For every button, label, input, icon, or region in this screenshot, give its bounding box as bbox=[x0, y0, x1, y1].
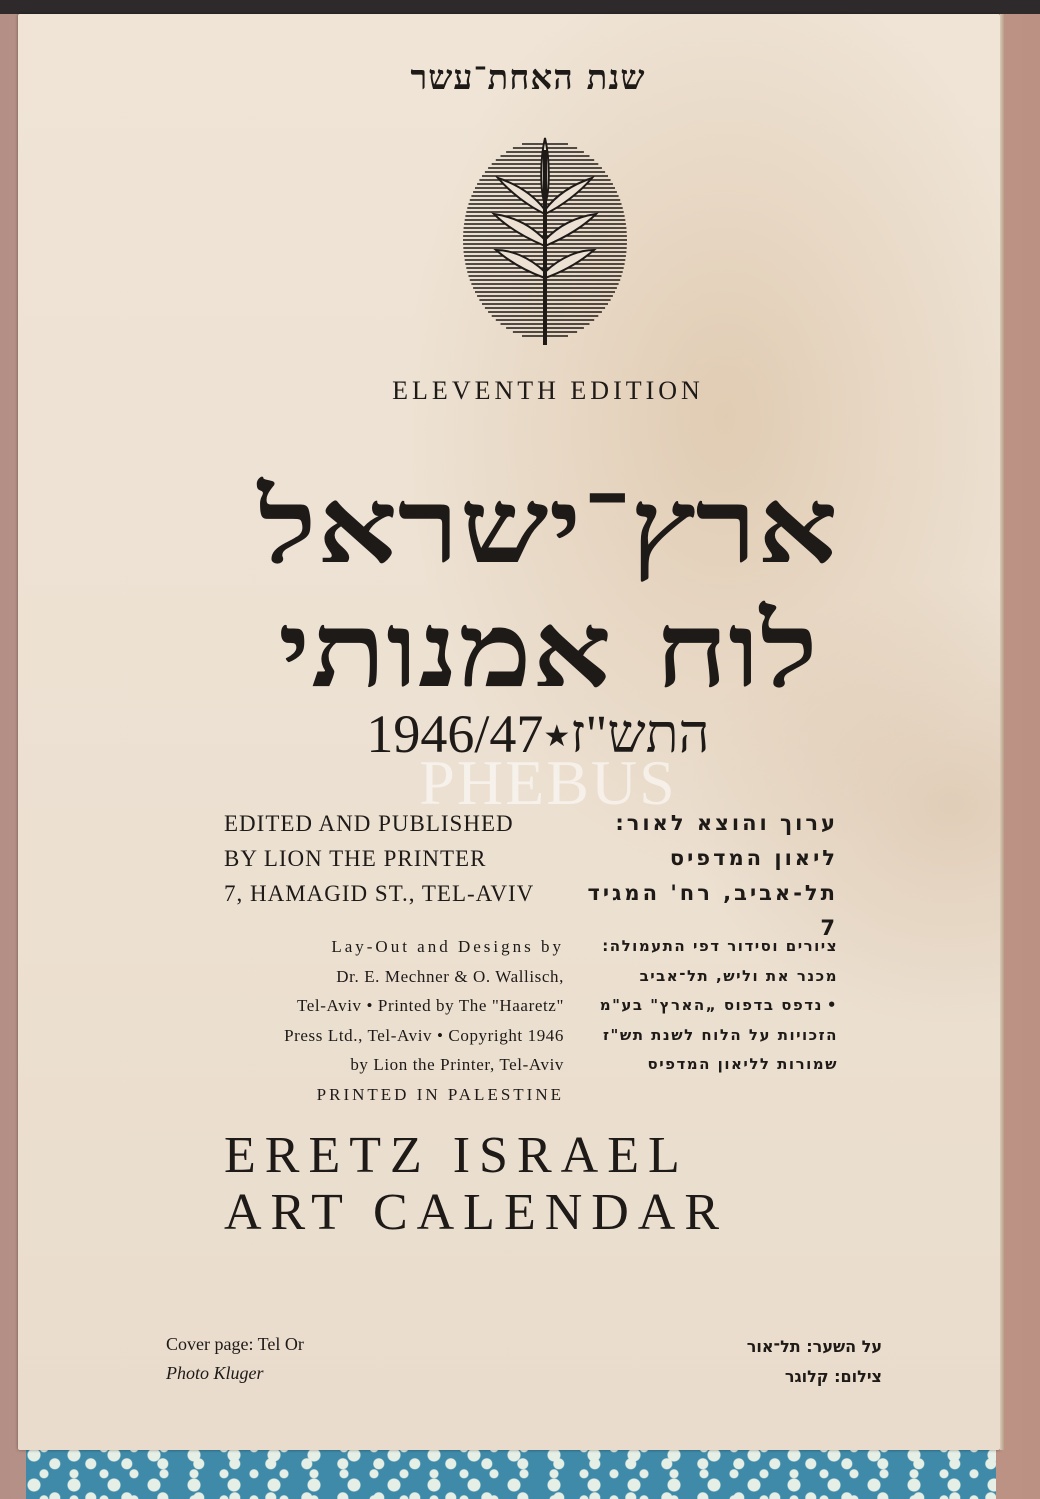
bullet-icon: • bbox=[826, 996, 838, 1014]
year-label-hebrew: שנת האחת־עשר bbox=[410, 58, 646, 98]
photo-credit-he: צילום: קלוגר bbox=[784, 1367, 882, 1386]
credits-hebrew bbox=[566, 932, 838, 1080]
publisher-line: BY LION THE PRINTER bbox=[224, 846, 487, 871]
cover-credit-english bbox=[166, 1330, 426, 1388]
english-title bbox=[224, 1127, 864, 1241]
credits-line-he: ציורים וסידור דפי התעמולה: bbox=[602, 937, 838, 955]
publisher-english bbox=[224, 806, 564, 911]
calendar-title-page bbox=[18, 14, 1000, 1450]
credits-line: Lay-Out and Designs by bbox=[331, 937, 564, 956]
credits-line: Dr. E. Mechner & O. Wallisch, bbox=[336, 966, 564, 986]
credits-line-he: הזכויות על הלוח לשנת תש"ז bbox=[603, 1025, 838, 1044]
olive-branch-icon bbox=[450, 130, 640, 360]
hebrew-title bbox=[218, 394, 858, 704]
credits-line: PRINTED IN PALESTINE bbox=[316, 1084, 564, 1104]
credits-line: by Lion the Printer, Tel-Aviv bbox=[350, 1055, 564, 1074]
credits-line-he-text: נדפס בדפוס „הארץ" בע"מ bbox=[599, 996, 823, 1014]
year-hebrew: התש"ז bbox=[570, 704, 710, 764]
credits-line: Tel-Aviv • Printed by The "Haaretz" bbox=[296, 996, 564, 1015]
cover-page-credit: Cover page: Tel Or bbox=[166, 1334, 304, 1354]
credits-line-he: שמורות לליאון המדפיס bbox=[647, 1055, 838, 1073]
publisher-line-he: ליאון המדפיס bbox=[669, 846, 838, 870]
publisher-line: 7, HAMAGID ST., TEL-AVIV bbox=[224, 881, 535, 906]
hebrew-title-line-2: לוח אמנותי bbox=[278, 588, 818, 704]
hebrew-title-line-1: ארץ־ישראל bbox=[255, 464, 838, 587]
edition-label: ELEVENTH EDITION bbox=[392, 376, 704, 405]
credits-line: Press Ltd., Tel-Aviv • Copyright 1946 bbox=[284, 1025, 564, 1045]
english-title-line-1: ERETZ ISRAEL bbox=[224, 1127, 689, 1184]
cover-credit-hebrew bbox=[638, 1332, 882, 1392]
credits-line-he bbox=[566, 991, 838, 1021]
publisher-line-he: תל-אביב, רח' המגיד 7 bbox=[587, 881, 838, 940]
publisher-hebrew bbox=[566, 806, 838, 946]
year-gregorian: 1946/47 bbox=[366, 704, 544, 764]
english-title-line-2: ART CALENDAR bbox=[224, 1184, 729, 1241]
publisher-line: EDITED AND PUBLISHED bbox=[224, 811, 514, 836]
publisher-line-he: ערוך והוצא לאור: bbox=[615, 811, 838, 835]
credits-english bbox=[224, 932, 564, 1109]
credits-line-he: מכנר את וליש, תל־אביב bbox=[639, 966, 838, 985]
star-separator: ★ bbox=[543, 720, 571, 753]
watermark: PHEBUS bbox=[419, 747, 677, 818]
top-edge bbox=[0, 0, 1040, 14]
cover-page-credit-he: על השער: תל־אור bbox=[746, 1337, 882, 1356]
photo-credit: Photo Kluger bbox=[166, 1363, 264, 1383]
